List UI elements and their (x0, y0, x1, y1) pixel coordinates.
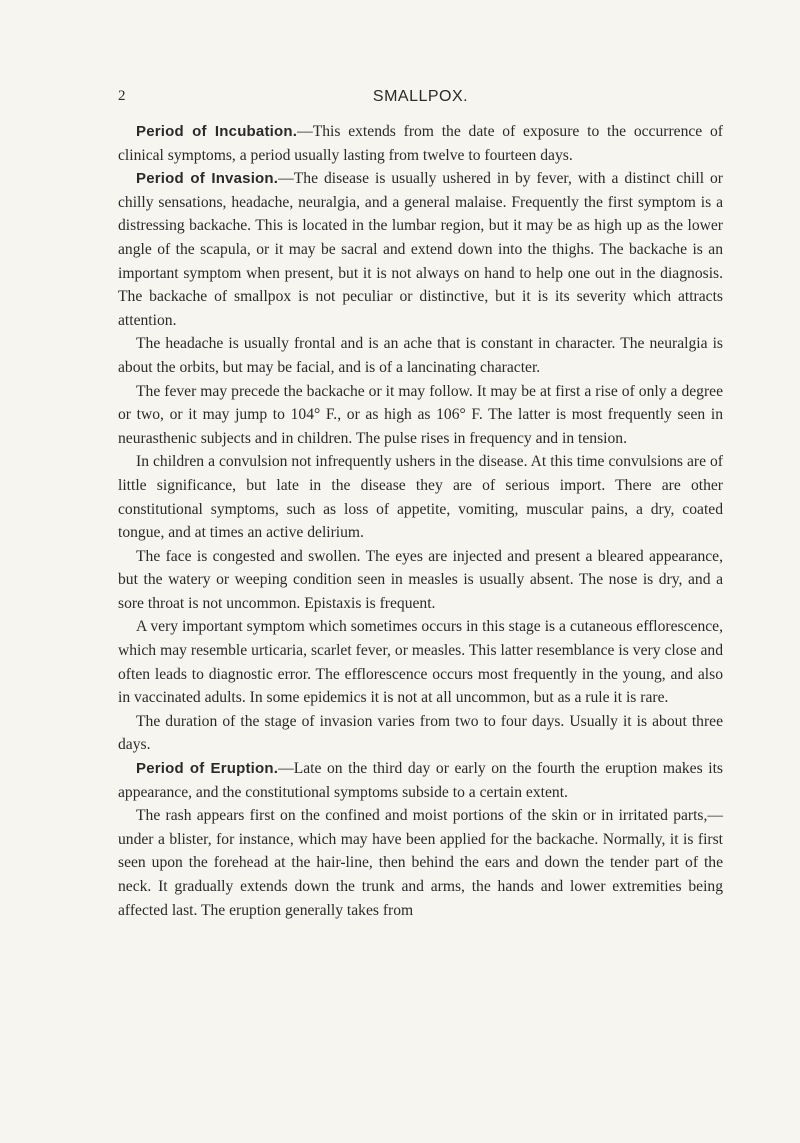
paragraph-children (118, 450, 723, 544)
paragraph-text: In children a convulsion not infrequently ushers in the disease. At this time convulsions are of little significance, but late in the disease they are of serious import. There are other constitutional symptoms, such as loss of appetite, vomiting, muscular pains, a dry, coated tongue, and at times an active delirium. (118, 453, 723, 542)
body-text (118, 120, 723, 922)
paragraph-text: The fever may precede the backache or it may follow. It may be at first a rise of only a degree or two, or it may jump to 104° F., or as high as 106° F. The latter is most frequently seen in neurasthenic subjects and in children. The pulse rises in frequency and in tension. (118, 382, 723, 447)
running-head (118, 88, 723, 118)
paragraph-text: —This extends from the date of exposure to the occurrence of clinical symptoms, a period usually lasting from twelve to fourteen days. (118, 123, 723, 164)
paragraph-incubation (118, 120, 723, 167)
paragraph-fever (118, 380, 723, 451)
paragraph-text: The headache is usually frontal and is an ache that is constant in character. The neuralgia is about the orbits, but may be facial, and is of a lancinating character. (118, 335, 723, 376)
paragraph-text: The duration of the stage of invasion varies from two to four days. Usually it is about three days. (118, 712, 723, 754)
running-title: SMALLPOX. (372, 88, 469, 105)
paragraph-headache (118, 332, 723, 379)
paragraph-text: A very important symptom which sometimes occurs in this stage is a cutaneous efflorescence, which may resemble urticaria, scarlet fever, or measles. This latter resemblance is very close and often leads to diagnostic error. The efflorescence occurs most frequently in the young, and also in vaccinated adults. In some epidemics it is not at all uncommon, but as a rule it is rare. (118, 618, 723, 707)
paragraph-efflorescence (118, 615, 723, 709)
paragraph-text: —Late on the third day or early on the fourth the eruption makes its appearance, and the constitutional symptoms subside to a certain extent. (118, 760, 723, 801)
paragraph-eruption (118, 757, 723, 804)
page-number: 2 (118, 88, 126, 104)
paragraph-text: The rash appears first on the confined and moist portions of the skin or in irritated parts,—under a blister, for instance, which may have been applied for the backache. Normally, it is first seen upon the forehead at the hair-line, then behind the ears and down the tender part of the neck. It gradually extends down the trunk and arms, the hands and lower extremities being affected last. The eruption generally takes from (118, 807, 723, 919)
paragraph-rash (118, 804, 723, 922)
paragraph-text: The face is congested and swollen. The eyes are injected and present a bleared appearance, but the watery or weeping condition seen in measles is usually absent. The nose is dry, and a sore throat is not uncommon. Epistaxis is frequent. (118, 547, 723, 612)
paragraph-invasion (118, 167, 723, 332)
paragraph-text: —The disease is usually ushered in by fever, with a distinct chill or chilly sensations, headache, neuralgia, and a general malaise. Frequently the first symptom is a distressing backache. This is located in the lumbar region, but it may be as high up as the lower angle of the scapula, or it may be sacral and extend down into the thighs. The backache is an important symptom when present, but it is not always on hand to help one out in the diagnosis. The backache of smallpox is not peculiar or distinctive, but it is its severity which attracts attention. (118, 170, 723, 329)
paragraph-face (118, 545, 723, 616)
paragraph-duration (118, 710, 723, 757)
section-heading-invasion: Period of Invasion. (136, 170, 279, 188)
section-heading-eruption: Period of Eruption. (136, 760, 279, 778)
section-heading-incubation: Period of Incubation. (136, 123, 298, 140)
document-page (118, 88, 723, 922)
